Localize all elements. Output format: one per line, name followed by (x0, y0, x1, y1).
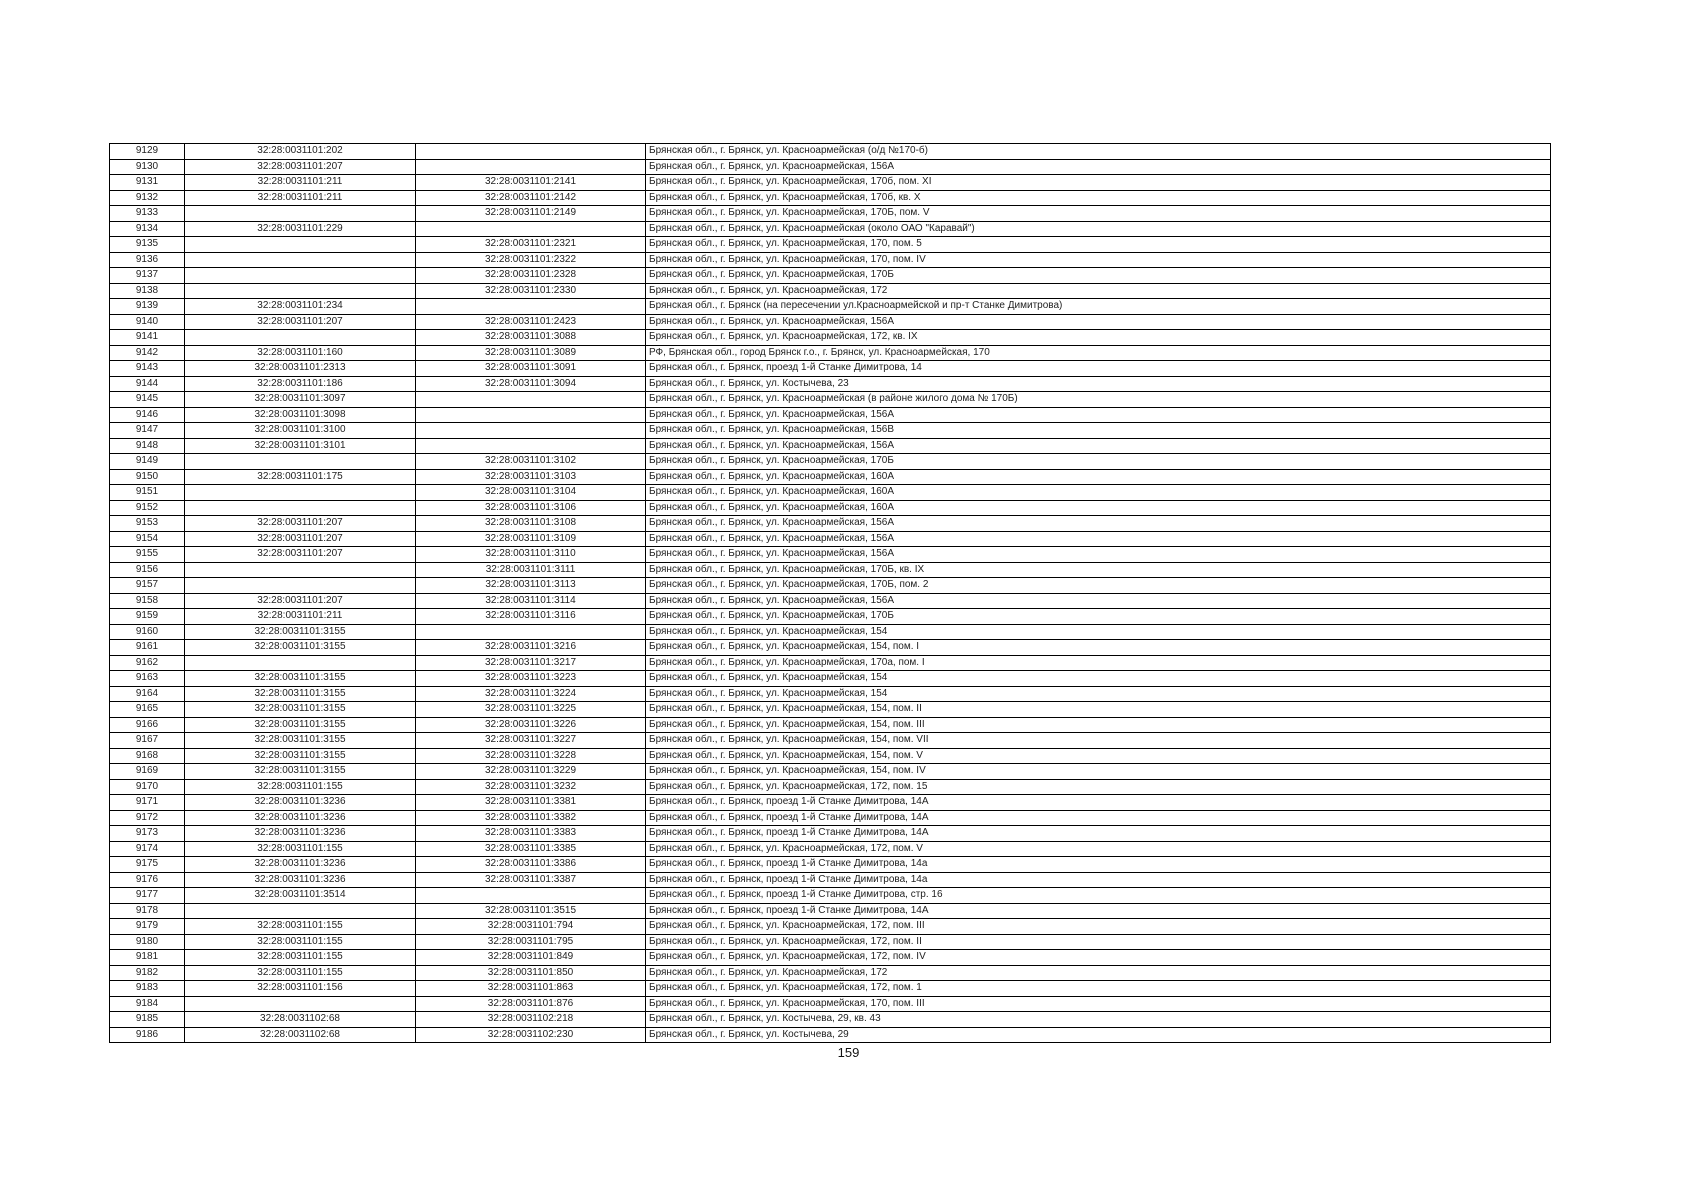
address-cell: Брянская обл., г. Брянск, ул. Красноармейская, 170, пом. III (646, 996, 1551, 1012)
cadastral-number-cell: 32:28:0031101:2328 (416, 268, 646, 284)
cadastral-number-cell: 32:28:0031101:3088 (416, 330, 646, 346)
row-number-cell: 9141 (110, 330, 185, 346)
parent-cadastral-number-cell (185, 268, 416, 284)
table-row (110, 206, 1551, 222)
address-cell: Брянская обл., г. Брянск, ул. Костычева, 29, кв. 43 (646, 1012, 1551, 1028)
address-cell: Брянская обл., г. Брянск, ул. Красноармейская, 156А (646, 438, 1551, 454)
table-row (110, 779, 1551, 795)
cadastral-number-cell: 32:28:0031101:3113 (416, 578, 646, 594)
row-number-cell: 9175 (110, 857, 185, 873)
parent-cadastral-number-cell: 32:28:0031101:155 (185, 779, 416, 795)
table-row (110, 702, 1551, 718)
table-row (110, 485, 1551, 501)
row-number-cell: 9158 (110, 593, 185, 609)
table-row (110, 547, 1551, 563)
cadastral-table (109, 143, 1551, 1043)
table-row (110, 578, 1551, 594)
table-row (110, 655, 1551, 671)
cadastral-number-cell: 32:28:0031101:3385 (416, 841, 646, 857)
row-number-cell: 9160 (110, 624, 185, 640)
address-cell: Брянская обл., г. Брянск, ул. Красноармейская, 172, пом. V (646, 841, 1551, 857)
cadastral-number-cell: 32:28:0031101:3382 (416, 810, 646, 826)
address-cell: Брянская обл., г. Брянск, ул. Красноармейская, 156А (646, 593, 1551, 609)
parent-cadastral-number-cell: 32:28:0031101:234 (185, 299, 416, 315)
cadastral-number-cell: 32:28:0031101:3383 (416, 826, 646, 842)
parent-cadastral-number-cell: 32:28:0031101:3155 (185, 671, 416, 687)
cadastral-number-cell: 32:28:0031101:3102 (416, 454, 646, 470)
row-number-cell: 9143 (110, 361, 185, 377)
cadastral-number-cell: 32:28:0031101:3228 (416, 748, 646, 764)
address-cell: Брянская обл., г. Брянск, ул. Красноармейская, 156А (646, 314, 1551, 330)
address-cell: Брянская обл., г. Брянск, ул. Красноармейская, 156А (646, 516, 1551, 532)
address-cell: Брянская обл., г. Брянск, проезд 1-й Станке Димитрова, 14а (646, 872, 1551, 888)
table-row (110, 810, 1551, 826)
address-cell: Брянская обл., г. Брянск, ул. Красноармейская, 172, кв. IX (646, 330, 1551, 346)
address-cell: Брянская обл., г. Брянск, ул. Красноармейская, 154, пом. III (646, 717, 1551, 733)
cadastral-number-cell: 32:28:0031101:3089 (416, 345, 646, 361)
row-number-cell: 9183 (110, 981, 185, 997)
parent-cadastral-number-cell: 32:28:0031101:2313 (185, 361, 416, 377)
table-row (110, 252, 1551, 268)
address-cell: Брянская обл., г. Брянск, проезд 1-й Станке Димитрова, стр. 16 (646, 888, 1551, 904)
parent-cadastral-number-cell: 32:28:0031101:3155 (185, 686, 416, 702)
cadastral-number-cell: 32:28:0031101:3223 (416, 671, 646, 687)
address-cell: Брянская обл., г. Брянск, ул. Красноармейская, 154, пом. V (646, 748, 1551, 764)
address-cell: Брянская обл., г. Брянск, ул. Красноармейская, 154, пом. I (646, 640, 1551, 656)
row-number-cell: 9182 (110, 965, 185, 981)
address-cell: Брянская обл., г. Брянск, ул. Красноармейская, 170, пом. 5 (646, 237, 1551, 253)
table-row (110, 500, 1551, 516)
table-row (110, 593, 1551, 609)
table-row (110, 640, 1551, 656)
parent-cadastral-number-cell (185, 578, 416, 594)
table-row (110, 609, 1551, 625)
parent-cadastral-number-cell: 32:28:0031101:207 (185, 593, 416, 609)
parent-cadastral-number-cell: 32:28:0031101:155 (185, 919, 416, 935)
table-row (110, 516, 1551, 532)
cadastral-number-cell: 32:28:0031102:230 (416, 1027, 646, 1043)
parent-cadastral-number-cell (185, 330, 416, 346)
parent-cadastral-number-cell: 32:28:0031101:186 (185, 376, 416, 392)
address-cell: Брянская обл., г. Брянск, проезд 1-й Станке Димитрова, 14А (646, 795, 1551, 811)
cadastral-number-cell: 32:28:0031101:3232 (416, 779, 646, 795)
row-number-cell: 9133 (110, 206, 185, 222)
cadastral-number-cell: 32:28:0031101:3226 (416, 717, 646, 733)
cadastral-number-cell (416, 159, 646, 175)
table-row (110, 950, 1551, 966)
table-row (110, 795, 1551, 811)
parent-cadastral-number-cell: 32:28:0031101:156 (185, 981, 416, 997)
parent-cadastral-number-cell: 32:28:0031101:207 (185, 314, 416, 330)
page-number: 159 (837, 1045, 860, 1060)
row-number-cell: 9168 (110, 748, 185, 764)
address-cell: Брянская обл., г. Брянск, проезд 1-й Станке Димитрова, 14А (646, 810, 1551, 826)
address-cell: Брянская обл., г. Брянск, ул. Красноармейская, 160А (646, 469, 1551, 485)
table-row (110, 717, 1551, 733)
row-number-cell: 9166 (110, 717, 185, 733)
table-body (110, 144, 1551, 1043)
parent-cadastral-number-cell: 32:28:0031101:207 (185, 531, 416, 547)
cadastral-number-cell: 32:28:0031101:3387 (416, 872, 646, 888)
table-row (110, 748, 1551, 764)
row-number-cell: 9150 (110, 469, 185, 485)
parent-cadastral-number-cell: 32:28:0031101:211 (185, 175, 416, 191)
parent-cadastral-number-cell (185, 485, 416, 501)
cadastral-number-cell: 32:28:0031101:2149 (416, 206, 646, 222)
row-number-cell: 9161 (110, 640, 185, 656)
parent-cadastral-number-cell: 32:28:0031101:3155 (185, 733, 416, 749)
parent-cadastral-number-cell (185, 562, 416, 578)
row-number-cell: 9181 (110, 950, 185, 966)
table-row (110, 376, 1551, 392)
row-number-cell: 9170 (110, 779, 185, 795)
row-number-cell: 9152 (110, 500, 185, 516)
address-cell: Брянская обл., г. Брянск, ул. Красноармейская, 170Б (646, 268, 1551, 284)
cadastral-number-cell: 32:28:0031101:795 (416, 934, 646, 950)
parent-cadastral-number-cell (185, 252, 416, 268)
parent-cadastral-number-cell: 32:28:0031101:3236 (185, 857, 416, 873)
table-row (110, 299, 1551, 315)
table-row (110, 330, 1551, 346)
parent-cadastral-number-cell (185, 237, 416, 253)
row-number-cell: 9179 (110, 919, 185, 935)
table-row (110, 888, 1551, 904)
parent-cadastral-number-cell: 32:28:0031101:3101 (185, 438, 416, 454)
parent-cadastral-number-cell (185, 996, 416, 1012)
address-cell: Брянская обл., г. Брянск, ул. Красноармейская, 172, пом. IV (646, 950, 1551, 966)
parent-cadastral-number-cell: 32:28:0031101:3236 (185, 810, 416, 826)
address-cell: Брянская обл., г. Брянск, ул. Красноармейская, 170Б, пом. V (646, 206, 1551, 222)
cadastral-number-cell: 32:28:0031101:2321 (416, 237, 646, 253)
address-cell: Брянская обл., г. Брянск, ул. Красноармейская, 154, пом. VII (646, 733, 1551, 749)
table-row (110, 190, 1551, 206)
table-row (110, 175, 1551, 191)
parent-cadastral-number-cell: 32:28:0031101:3155 (185, 624, 416, 640)
address-cell: Брянская обл., г. Брянск, ул. Красноармейская, 156В (646, 423, 1551, 439)
cadastral-number-cell: 32:28:0031101:849 (416, 950, 646, 966)
parent-cadastral-number-cell: 32:28:0031101:3236 (185, 872, 416, 888)
address-cell: Брянская обл., г. Брянск, ул. Красноармейская, 172 (646, 283, 1551, 299)
parent-cadastral-number-cell: 32:28:0031101:155 (185, 965, 416, 981)
address-cell: Брянская обл., г. Брянск, ул. Красноармейская (о/д №170-б) (646, 144, 1551, 160)
table-row (110, 268, 1551, 284)
row-number-cell: 9149 (110, 454, 185, 470)
address-cell: Брянская обл., г. Брянск, ул. Красноармейская, 172, пом. II (646, 934, 1551, 950)
cadastral-number-cell (416, 438, 646, 454)
cadastral-number-cell: 32:28:0031101:3110 (416, 547, 646, 563)
parent-cadastral-number-cell: 32:28:0031101:3236 (185, 826, 416, 842)
table-row (110, 469, 1551, 485)
cadastral-number-cell: 32:28:0031101:3225 (416, 702, 646, 718)
row-number-cell: 9155 (110, 547, 185, 563)
address-cell: Брянская обл., г. Брянск, ул. Красноармейская, 170Б, пом. 2 (646, 578, 1551, 594)
parent-cadastral-number-cell: 32:28:0031101:207 (185, 516, 416, 532)
table-row (110, 221, 1551, 237)
table-row (110, 361, 1551, 377)
cadastral-number-cell: 32:28:0031101:3381 (416, 795, 646, 811)
table-row (110, 345, 1551, 361)
cadastral-number-cell: 32:28:0031101:3103 (416, 469, 646, 485)
cadastral-number-cell: 32:28:0031101:3106 (416, 500, 646, 516)
address-cell: Брянская обл., г. Брянск, ул. Красноармейская, 170Б (646, 609, 1551, 625)
address-cell: Брянская обл., г. Брянск, ул. Красноармейская, 170Б, кв. IX (646, 562, 1551, 578)
table-row (110, 314, 1551, 330)
cadastral-number-cell (416, 407, 646, 423)
cadastral-number-cell: 32:28:0031102:218 (416, 1012, 646, 1028)
address-cell: Брянская обл., г. Брянск, ул. Костычева, 23 (646, 376, 1551, 392)
row-number-cell: 9172 (110, 810, 185, 826)
row-number-cell: 9171 (110, 795, 185, 811)
table-row (110, 407, 1551, 423)
cadastral-number-cell: 32:28:0031101:3108 (416, 516, 646, 532)
address-cell: Брянская обл., г. Брянск, ул. Красноармейская, 154, пом. IV (646, 764, 1551, 780)
address-cell: Брянская обл., г. Брянск, ул. Красноармейская, 160А (646, 485, 1551, 501)
row-number-cell: 9177 (110, 888, 185, 904)
address-cell: Брянская обл., г. Брянск, проезд 1-й Станке Димитрова, 14А (646, 826, 1551, 842)
address-cell: Брянская обл., г. Брянск, ул. Красноармейская (в районе жилого дома № 170Б) (646, 392, 1551, 408)
row-number-cell: 9144 (110, 376, 185, 392)
address-cell: Брянская обл., г. Брянск, ул. Красноармейская, 170Б (646, 454, 1551, 470)
parent-cadastral-number-cell (185, 206, 416, 222)
table-row (110, 1027, 1551, 1043)
parent-cadastral-number-cell: 32:28:0031101:229 (185, 221, 416, 237)
row-number-cell: 9154 (110, 531, 185, 547)
row-number-cell: 9151 (110, 485, 185, 501)
parent-cadastral-number-cell: 32:28:0031101:211 (185, 609, 416, 625)
address-cell: РФ, Брянская обл., город Брянск г.о., г. Брянск, ул. Красноармейская, 170 (646, 345, 1551, 361)
address-cell: Брянская обл., г. Брянск, ул. Красноармейская, 156А (646, 407, 1551, 423)
row-number-cell: 9174 (110, 841, 185, 857)
cadastral-number-cell: 32:28:0031101:3109 (416, 531, 646, 547)
table-row (110, 1012, 1551, 1028)
address-cell: Брянская обл., г. Брянск, ул. Красноармейская, 172, пом. III (646, 919, 1551, 935)
address-cell: Брянская обл., г. Брянск, проезд 1-й Станке Димитрова, 14 (646, 361, 1551, 377)
parent-cadastral-number-cell: 32:28:0031101:3236 (185, 795, 416, 811)
cadastral-number-cell: 32:28:0031101:2423 (416, 314, 646, 330)
row-number-cell: 9167 (110, 733, 185, 749)
cadastral-number-cell: 32:28:0031101:3094 (416, 376, 646, 392)
table-row (110, 686, 1551, 702)
parent-cadastral-number-cell: 32:28:0031101:155 (185, 950, 416, 966)
cadastral-number-cell: 32:28:0031101:2142 (416, 190, 646, 206)
row-number-cell: 9186 (110, 1027, 185, 1043)
table-row (110, 423, 1551, 439)
parent-cadastral-number-cell: 32:28:0031101:3155 (185, 717, 416, 733)
parent-cadastral-number-cell: 32:28:0031101:3514 (185, 888, 416, 904)
row-number-cell: 9156 (110, 562, 185, 578)
cadastral-number-cell: 32:28:0031101:3217 (416, 655, 646, 671)
parent-cadastral-number-cell (185, 454, 416, 470)
address-cell: Брянская обл., г. Брянск, ул. Красноармейская, 170а, пом. I (646, 655, 1551, 671)
table-row (110, 764, 1551, 780)
table-row (110, 144, 1551, 160)
cadastral-number-cell (416, 624, 646, 640)
parent-cadastral-number-cell: 32:28:0031101:3097 (185, 392, 416, 408)
table-row (110, 903, 1551, 919)
parent-cadastral-number-cell: 32:28:0031102:68 (185, 1012, 416, 1028)
parent-cadastral-number-cell: 32:28:0031101:160 (185, 345, 416, 361)
parent-cadastral-number-cell: 32:28:0031101:3155 (185, 748, 416, 764)
address-cell: Брянская обл., г. Брянск, ул. Красноармейская, 154 (646, 686, 1551, 702)
parent-cadastral-number-cell (185, 903, 416, 919)
row-number-cell: 9165 (110, 702, 185, 718)
row-number-cell: 9159 (110, 609, 185, 625)
cadastral-number-cell: 32:28:0031101:2330 (416, 283, 646, 299)
table-row (110, 671, 1551, 687)
cadastral-number-cell: 32:28:0031101:3114 (416, 593, 646, 609)
cadastral-number-cell: 32:28:0031101:850 (416, 965, 646, 981)
row-number-cell: 9130 (110, 159, 185, 175)
address-cell: Брянская обл., г. Брянск, ул. Красноармейская, 170, пом. IV (646, 252, 1551, 268)
row-number-cell: 9142 (110, 345, 185, 361)
row-number-cell: 9140 (110, 314, 185, 330)
row-number-cell: 9135 (110, 237, 185, 253)
parent-cadastral-number-cell: 32:28:0031101:3098 (185, 407, 416, 423)
row-number-cell: 9185 (110, 1012, 185, 1028)
address-cell: Брянская обл., г. Брянск, ул. Красноармейская, 172, пом. 1 (646, 981, 1551, 997)
cadastral-number-cell (416, 144, 646, 160)
cadastral-number-cell: 32:28:0031101:3515 (416, 903, 646, 919)
row-number-cell: 9129 (110, 144, 185, 160)
cadastral-number-cell (416, 299, 646, 315)
cadastral-number-cell: 32:28:0031101:3104 (416, 485, 646, 501)
table-row (110, 454, 1551, 470)
cadastral-number-cell: 32:28:0031101:3216 (416, 640, 646, 656)
cadastral-number-cell: 32:28:0031101:863 (416, 981, 646, 997)
parent-cadastral-number-cell (185, 655, 416, 671)
cadastral-number-cell: 32:28:0031101:3116 (416, 609, 646, 625)
cadastral-number-cell: 32:28:0031101:3111 (416, 562, 646, 578)
address-cell: Брянская обл., г. Брянск, ул. Красноармейская (около ОАО "Каравай") (646, 221, 1551, 237)
parent-cadastral-number-cell: 32:28:0031101:207 (185, 547, 416, 563)
row-number-cell: 9147 (110, 423, 185, 439)
parent-cadastral-number-cell: 32:28:0031101:175 (185, 469, 416, 485)
address-cell: Брянская обл., г. Брянск, проезд 1-й Станке Димитрова, 14а (646, 857, 1551, 873)
table-row (110, 159, 1551, 175)
table-row (110, 531, 1551, 547)
table-row (110, 981, 1551, 997)
parent-cadastral-number-cell: 32:28:0031101:155 (185, 934, 416, 950)
parent-cadastral-number-cell: 32:28:0031101:3100 (185, 423, 416, 439)
row-number-cell: 9184 (110, 996, 185, 1012)
row-number-cell: 9163 (110, 671, 185, 687)
cadastral-number-cell: 32:28:0031101:876 (416, 996, 646, 1012)
address-cell: Брянская обл., г. Брянск, ул. Красноармейская, 172, пом. 15 (646, 779, 1551, 795)
row-number-cell: 9169 (110, 764, 185, 780)
address-cell: Брянская обл., г. Брянск, ул. Красноармейская, 170б, кв. X (646, 190, 1551, 206)
row-number-cell: 9148 (110, 438, 185, 454)
row-number-cell: 9164 (110, 686, 185, 702)
row-number-cell: 9131 (110, 175, 185, 191)
table-row (110, 872, 1551, 888)
parent-cadastral-number-cell: 32:28:0031101:211 (185, 190, 416, 206)
table-row (110, 562, 1551, 578)
address-cell: Брянская обл., г. Брянск, проезд 1-й Станке Димитрова, 14А (646, 903, 1551, 919)
address-cell: Брянская обл., г. Брянск, ул. Красноармейская, 156А (646, 547, 1551, 563)
cadastral-number-cell (416, 392, 646, 408)
table-row (110, 733, 1551, 749)
row-number-cell: 9157 (110, 578, 185, 594)
table-row (110, 841, 1551, 857)
row-number-cell: 9138 (110, 283, 185, 299)
parent-cadastral-number-cell: 32:28:0031101:3155 (185, 640, 416, 656)
table-row (110, 237, 1551, 253)
cadastral-number-cell: 32:28:0031101:3227 (416, 733, 646, 749)
table-row (110, 996, 1551, 1012)
table-row (110, 392, 1551, 408)
table-row (110, 857, 1551, 873)
parent-cadastral-number-cell (185, 283, 416, 299)
row-number-cell: 9139 (110, 299, 185, 315)
row-number-cell: 9173 (110, 826, 185, 842)
parent-cadastral-number-cell: 32:28:0031101:207 (185, 159, 416, 175)
row-number-cell: 9134 (110, 221, 185, 237)
cadastral-number-cell: 32:28:0031101:2141 (416, 175, 646, 191)
cadastral-number-cell (416, 888, 646, 904)
cadastral-number-cell: 32:28:0031101:3224 (416, 686, 646, 702)
address-cell: Брянская обл., г. Брянск, ул. Красноармейская, 154 (646, 624, 1551, 640)
parent-cadastral-number-cell: 32:28:0031101:155 (185, 841, 416, 857)
cadastral-number-cell (416, 221, 646, 237)
table-row (110, 438, 1551, 454)
row-number-cell: 9145 (110, 392, 185, 408)
row-number-cell: 9162 (110, 655, 185, 671)
table-row (110, 919, 1551, 935)
table-row (110, 934, 1551, 950)
address-cell: Брянская обл., г. Брянск, ул. Красноармейская, 170б, пом. XI (646, 175, 1551, 191)
row-number-cell: 9137 (110, 268, 185, 284)
cadastral-number-cell: 32:28:0031101:2322 (416, 252, 646, 268)
parent-cadastral-number-cell: 32:28:0031101:3155 (185, 702, 416, 718)
table-row (110, 624, 1551, 640)
address-cell: Брянская обл., г. Брянск, ул. Красноармейская, 160А (646, 500, 1551, 516)
address-cell: Брянская обл., г. Брянск (на пересечении ул.Красноармейской и пр-т Станке Димитрова) (646, 299, 1551, 315)
address-cell: Брянская обл., г. Брянск, ул. Красноармейская, 156А (646, 531, 1551, 547)
parent-cadastral-number-cell: 32:28:0031101:202 (185, 144, 416, 160)
cadastral-number-cell (416, 423, 646, 439)
table-row (110, 826, 1551, 842)
table-row (110, 283, 1551, 299)
address-cell: Брянская обл., г. Брянск, ул. Красноармейская, 156А (646, 159, 1551, 175)
cadastral-number-cell: 32:28:0031101:3386 (416, 857, 646, 873)
address-cell: Брянская обл., г. Брянск, ул. Красноармейская, 154, пом. II (646, 702, 1551, 718)
row-number-cell: 9176 (110, 872, 185, 888)
row-number-cell: 9132 (110, 190, 185, 206)
cadastral-number-cell: 32:28:0031101:3229 (416, 764, 646, 780)
row-number-cell: 9153 (110, 516, 185, 532)
row-number-cell: 9136 (110, 252, 185, 268)
address-cell: Брянская обл., г. Брянск, ул. Красноармейская, 172 (646, 965, 1551, 981)
parent-cadastral-number-cell: 32:28:0031101:3155 (185, 764, 416, 780)
address-cell: Брянская обл., г. Брянск, ул. Костычева, 29 (646, 1027, 1551, 1043)
cadastral-number-cell: 32:28:0031101:794 (416, 919, 646, 935)
parent-cadastral-number-cell (185, 500, 416, 516)
table-row (110, 965, 1551, 981)
cadastral-number-cell: 32:28:0031101:3091 (416, 361, 646, 377)
row-number-cell: 9178 (110, 903, 185, 919)
row-number-cell: 9146 (110, 407, 185, 423)
address-cell: Брянская обл., г. Брянск, ул. Красноармейская, 154 (646, 671, 1551, 687)
row-number-cell: 9180 (110, 934, 185, 950)
parent-cadastral-number-cell: 32:28:0031102:68 (185, 1027, 416, 1043)
